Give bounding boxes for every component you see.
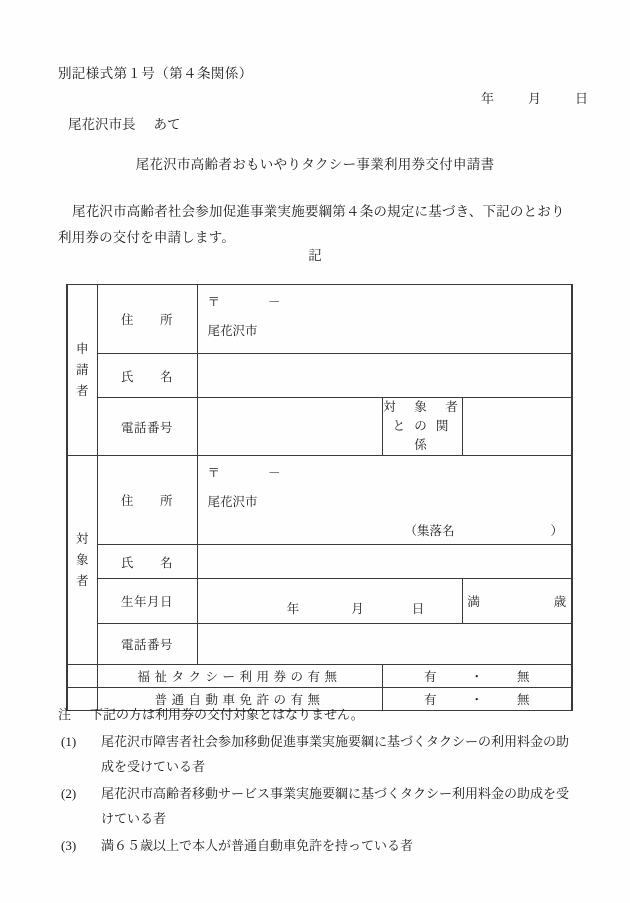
target-name-label: 氏 名 <box>97 545 197 579</box>
notes-heading-mark: 注 <box>58 707 72 722</box>
note-number: (1) <box>61 733 77 749</box>
applicant-name-field[interactable] <box>197 354 572 398</box>
dob-year-label: 年 <box>286 602 300 616</box>
category-applicant-char-2: 請 <box>75 362 89 377</box>
hamlet-close-paren: ） <box>550 524 563 538</box>
postal-mark-icon: 〒 <box>207 466 221 480</box>
ki-mark: 記 <box>308 248 322 263</box>
addressee-suffix: あて <box>153 117 181 132</box>
age-suffix-label: 歳 <box>553 595 567 609</box>
application-table <box>66 284 573 711</box>
question-1-answer[interactable] <box>382 665 572 688</box>
hamlet-open-paren: （集落名 <box>404 524 455 538</box>
table-row <box>67 624 572 665</box>
answer-separator: ・ <box>470 670 483 684</box>
category-applicant <box>67 285 97 456</box>
notes-section <box>58 702 578 858</box>
category-applicant-char-3: 者 <box>75 383 89 398</box>
list-item <box>58 833 578 859</box>
notes-heading-text: 下記の方は利用券の交付対象とはなりません。 <box>90 707 364 722</box>
question-2-label: 普通自動車免許の有無 <box>97 688 382 711</box>
category-target-char-1: 対 <box>75 531 89 546</box>
applicant-city-prefix: 尾花沢市 <box>207 324 258 338</box>
list-item <box>58 781 578 832</box>
category-target-char-2: 象 <box>75 552 89 567</box>
target-city-prefix: 尾花沢市 <box>207 495 258 509</box>
body-paragraph: 尾花沢市高齢者社会参加促進事業実施要綱第４条の規定に基づき、下記のとおり利用券の交付を申請します。 <box>58 204 565 245</box>
note-text: 尾花沢市障害者社会参加移動促進事業実施要綱に基づくタクシーの利用料金の助成を受けている者 <box>101 733 570 774</box>
answer-yes[interactable]: 有 <box>423 693 437 707</box>
notes-heading <box>58 702 578 728</box>
addressee <box>68 113 181 133</box>
relation-label-line-1: 対 象 者 <box>383 400 461 414</box>
applicant-address-field[interactable] <box>197 285 572 354</box>
table-row <box>67 579 572 624</box>
answer-no[interactable]: 無 <box>517 670 530 684</box>
date-year-label: 年 <box>480 91 494 106</box>
hamlet-name-field[interactable] <box>404 521 563 539</box>
target-address-label: 住 所 <box>97 456 197 545</box>
applicant-address-label: 住 所 <box>97 285 197 354</box>
answer-no[interactable]: 無 <box>517 693 530 707</box>
target-address-field[interactable] <box>197 456 572 545</box>
age-prefix-label: 満 <box>467 595 480 609</box>
target-age-field[interactable] <box>462 579 572 624</box>
relation-field[interactable] <box>462 398 572 456</box>
target-phone-field[interactable] <box>197 624 572 665</box>
dob-day-label: 日 <box>411 602 425 616</box>
relation-label-line-2: と の 関 係 <box>392 419 452 452</box>
postal-mark-icon: 〒 <box>207 295 221 309</box>
list-item <box>58 729 578 780</box>
table-row <box>67 545 572 579</box>
dob-placeholder <box>198 585 462 617</box>
date-month-label: 月 <box>527 91 541 106</box>
target-postal-code <box>208 463 281 481</box>
postal-dash: － <box>268 466 281 480</box>
question-1-label: 福祉タクシー利用券の有無 <box>97 665 382 688</box>
age-placeholder <box>463 592 572 610</box>
note-text: 尾花沢市高齢者移動サービス事業実施要綱に基づくタクシー利用料金の助成を受けている者 <box>101 785 570 826</box>
date-line <box>481 88 588 107</box>
target-name-field[interactable] <box>197 545 572 579</box>
category-applicant-char-1: 申 <box>75 341 89 356</box>
applicant-name-label: 氏 名 <box>97 354 197 398</box>
addressee-name: 尾花沢市長 <box>68 117 136 132</box>
category-target <box>67 456 97 665</box>
table-row <box>67 354 572 398</box>
note-text: 満６５歳以上で本人が普通自動車免許を持っている者 <box>101 837 414 853</box>
postal-dash: － <box>268 295 281 309</box>
target-phone-label: 電話番号 <box>97 624 197 665</box>
applicant-postal-code <box>208 292 281 310</box>
target-dob-label: 生年月日 <box>97 579 197 624</box>
target-dob-field[interactable] <box>197 579 462 624</box>
note-number: (3) <box>61 837 77 853</box>
form-number: 別記様式第１号（第４条関係） <box>58 66 253 81</box>
applicant-phone-field[interactable] <box>197 398 382 456</box>
note-number: (2) <box>61 785 77 801</box>
dob-month-label: 月 <box>351 602 364 616</box>
category-target-char-3: 者 <box>75 573 89 588</box>
question-1-spacer <box>67 665 97 688</box>
relation-label <box>382 398 462 456</box>
table-row <box>67 398 572 456</box>
answer-yes[interactable]: 有 <box>423 670 437 684</box>
applicant-phone-label: 電話番号 <box>97 398 197 456</box>
table-row <box>67 456 572 545</box>
date-day-label: 日 <box>574 91 588 106</box>
document-title: 尾花沢市高齢者おもいやりタクシー事業利用券交付申請書 <box>135 157 495 172</box>
answer-separator: ・ <box>470 693 483 707</box>
table-row <box>67 285 572 354</box>
table-row <box>67 665 572 688</box>
